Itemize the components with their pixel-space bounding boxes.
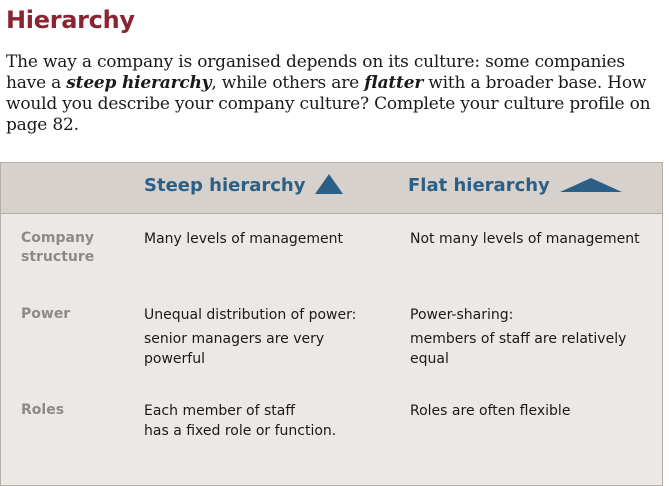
table-header-row	[1, 163, 662, 214]
cell-text	[410, 329, 660, 369]
row-label-line: Power	[21, 306, 71, 322]
cell-text: Unequal distribution of power:	[144, 307, 357, 323]
intro-text-2: , while others are	[211, 73, 365, 93]
cell-text: Roles are often flexible	[410, 403, 571, 419]
cell-text-line: senior managers are very	[144, 331, 325, 347]
cell-text: Many levels of management	[144, 231, 344, 247]
section-heading: Hierarchy	[6, 6, 135, 34]
intro-text-1: The way a company is organised depends on its culture: some companies have a	[6, 52, 625, 93]
cell-flat-roles	[410, 401, 660, 421]
row-label-line: Company	[21, 230, 95, 246]
flat-hierarchy-column-heading	[408, 175, 622, 196]
intro-paragraph	[6, 52, 656, 136]
hierarchy-comparison-table	[0, 162, 663, 486]
cell-text-line: equal	[410, 351, 449, 367]
cell-text: Power-sharing:	[410, 307, 514, 323]
row-label-company-structure	[21, 229, 131, 267]
intro-text-3: with a broader base. How would you describe your company culture? Complete your culture profile on page 82.	[6, 73, 651, 135]
cell-text	[144, 329, 394, 369]
steep-triangle-icon	[315, 174, 343, 194]
cell-text	[144, 401, 394, 441]
cell-steep-roles	[144, 401, 394, 441]
cell-text-line: Each member of staff	[144, 403, 295, 419]
cell-flat-company-structure	[410, 229, 660, 249]
steep-hierarchy-term: steep hierarchy	[66, 73, 212, 93]
row-label-power	[21, 305, 131, 324]
cell-steep-company-structure	[144, 229, 394, 249]
steep-hierarchy-heading-text: Steep hierarchy	[144, 175, 306, 196]
flatter-term: flatter	[364, 73, 424, 93]
steep-hierarchy-column-heading	[144, 175, 343, 196]
cell-text-line: has a fixed role or function.	[144, 423, 337, 439]
cell-text-line: members of staff are relatively	[410, 331, 627, 347]
row-label-line: Roles	[21, 402, 65, 418]
row-label-roles	[21, 401, 131, 420]
row-label-line: structure	[21, 249, 95, 265]
flat-triangle-icon	[560, 178, 622, 192]
cell-text: Not many levels of management	[410, 231, 640, 247]
cell-steep-power	[144, 305, 394, 369]
flat-hierarchy-heading-text: Flat hierarchy	[408, 175, 550, 196]
cell-flat-power	[410, 305, 660, 369]
cell-text-line: powerful	[144, 351, 205, 367]
